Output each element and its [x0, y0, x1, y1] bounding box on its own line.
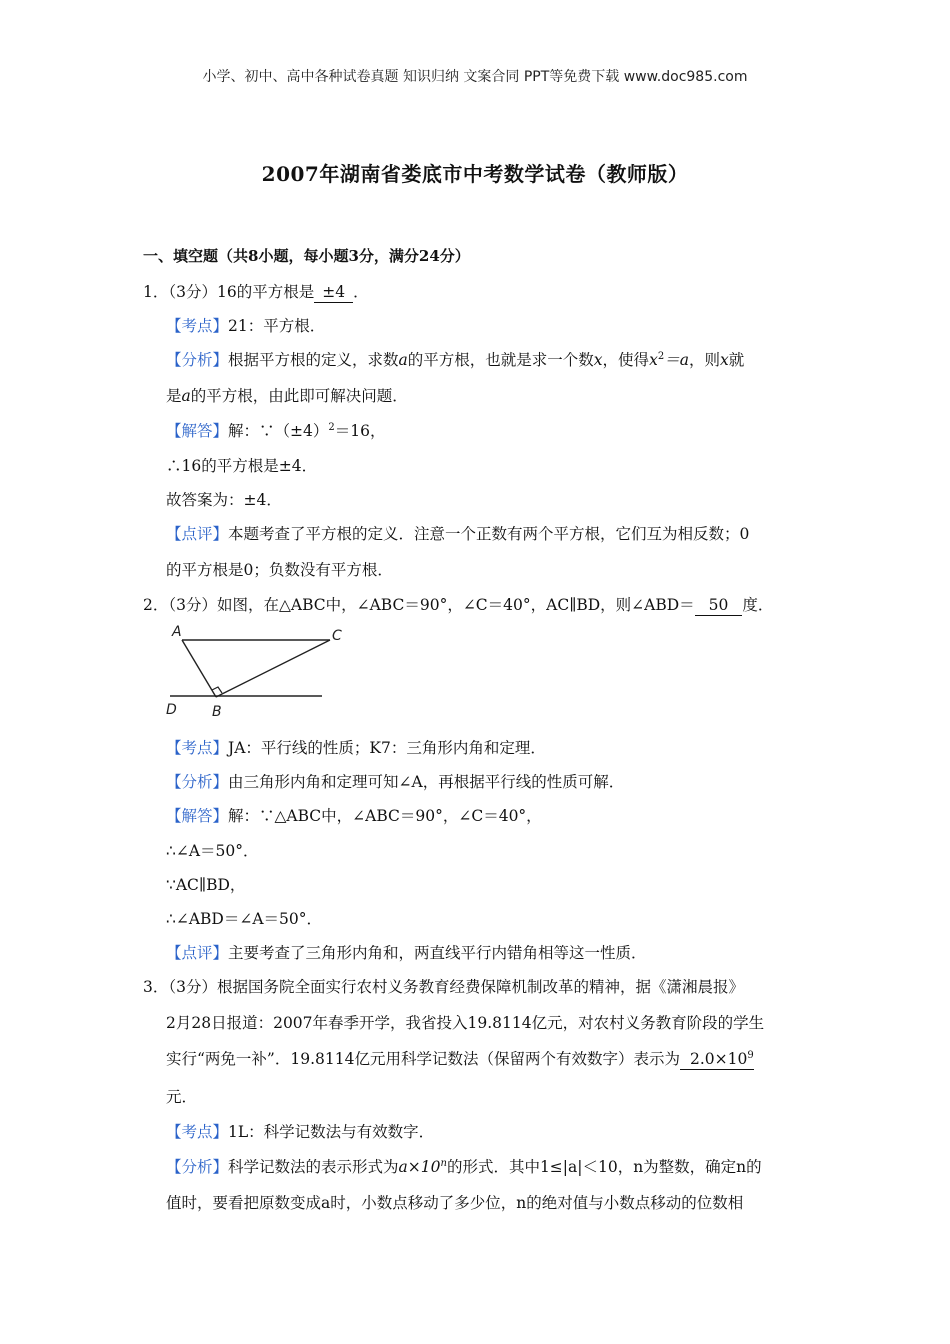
- q3-fenxi: 【分析】科学记数法的表示形式为$a\times 10^n$的形式．其中1≤|a|＜10，n为整数，确定n的: [166, 1158, 762, 1176]
- triangle-figure: [160, 620, 342, 720]
- section-heading: 一、填空题（共8小题，每小题3分，满分24分）: [143, 247, 470, 265]
- label-d: D: [166, 702, 177, 718]
- q1-jieda-line3: 故答案为：±4．: [166, 491, 282, 509]
- q2-jieda-line3: ∵AC∥BD，: [166, 876, 246, 894]
- q2-jieda-line2: ∴∠A＝50°．: [166, 842, 259, 860]
- dianping-tag: 【点评】: [166, 525, 229, 543]
- label-b: B: [212, 704, 222, 720]
- kaodian-tag: 【考点】: [166, 739, 229, 757]
- watermark-header: 小学、初中、高中各种试卷真题 知识归纳 文案合同 PPT等免费下载 www.doc985.com: [202, 69, 748, 85]
- q1-kaodian: 【考点】21：平方根．: [166, 317, 326, 335]
- kaodian-tag: 【考点】: [166, 317, 229, 335]
- q2-jieda: 【解答】解：∵△ABC中，∠ABC＝90°，∠C＝40°，: [166, 807, 542, 825]
- q3-stem-line2: 2月28日报道：2007年春季开学，我省投入19.8114亿元，对农村义务教育阶段的学生: [166, 1014, 765, 1032]
- q3-answer: $2.0\times 10^9$: [680, 1049, 754, 1070]
- fenxi-tag: 【分析】: [166, 1158, 229, 1176]
- jieda-tag: 【解答】: [166, 807, 229, 825]
- q1-stem: 1．（3分）16的平方根是 ±4 ．: [143, 283, 369, 301]
- q1-dianping-line2: 的平方根是0；负数没有平方根．: [166, 561, 393, 579]
- q2-fenxi: 【分析】由三角形内角和定理可知∠A，再根据平行线的性质可解．: [166, 773, 625, 791]
- fenxi-tag: 【分析】: [166, 351, 229, 369]
- q1-dianping: 【点评】本题考查了平方根的定义．注意一个正数有两个平方根，它们互为相反数；0: [166, 525, 750, 543]
- q2-dianping: 【点评】主要考查了三角形内角和，两直线平行内错角相等这一性质．: [166, 944, 647, 962]
- q1-fenxi-line2: 是a的平方根，由此即可解决问题．: [166, 387, 408, 405]
- jieda-tag: 【解答】: [166, 422, 229, 440]
- kaodian-tag: 【考点】: [166, 1123, 229, 1141]
- label-c: C: [332, 628, 342, 644]
- q1-jieda: 【解答】解：$\because(\pm 4)^2=16$，: [166, 422, 386, 440]
- document-title: 2007年湖南省娄底市中考数学试卷（教师版）: [261, 162, 689, 186]
- fenxi-tag: 【分析】: [166, 773, 229, 791]
- q2-kaodian: 【考点】JA：平行线的性质；K7：三角形内角和定理．: [166, 739, 546, 757]
- q2-answer: 50: [695, 595, 743, 616]
- q2-stem: 2．（3分）如图，在△ABC中，∠ABC＝90°，∠C＝40°，AC∥BD，则∠ABD＝ 50 度．: [143, 596, 774, 614]
- q3-stem-line3: 实行“两免一补”．19.8114亿元用科学记数法（保留两个有效数字）表示为 $2.0\times 10^9$: [166, 1050, 754, 1068]
- q3-stem: 3．（3分）根据国务院全面实行农村义务教育经费保障机制改革的精神，据《潇湘晨报》: [143, 978, 744, 996]
- dianping-tag: 【点评】: [166, 944, 229, 962]
- segment-ab: [182, 640, 216, 697]
- q3-stem-line4: 元．: [166, 1088, 198, 1106]
- q3-fenxi-line2: 值时，要看把原数变成a时，小数点移动了多少位，n的绝对值与小数点移动的位数相: [166, 1194, 744, 1212]
- label-a: A: [172, 624, 182, 640]
- q1-jieda-line2: ∴16的平方根是±4．: [166, 457, 318, 475]
- q1-fenxi: 【分析】根据平方根的定义，求数a的平方根，也就是求一个数x，使得$x^2=a$，则x就: [166, 351, 745, 369]
- q3-kaodian: 【考点】1L：科学记数法与有效数字．: [166, 1123, 435, 1141]
- q1-answer: ±4: [314, 282, 353, 303]
- segment-bc: [216, 640, 330, 697]
- q2-jieda-line4: ∴∠ABD＝∠A＝50°．: [166, 910, 323, 928]
